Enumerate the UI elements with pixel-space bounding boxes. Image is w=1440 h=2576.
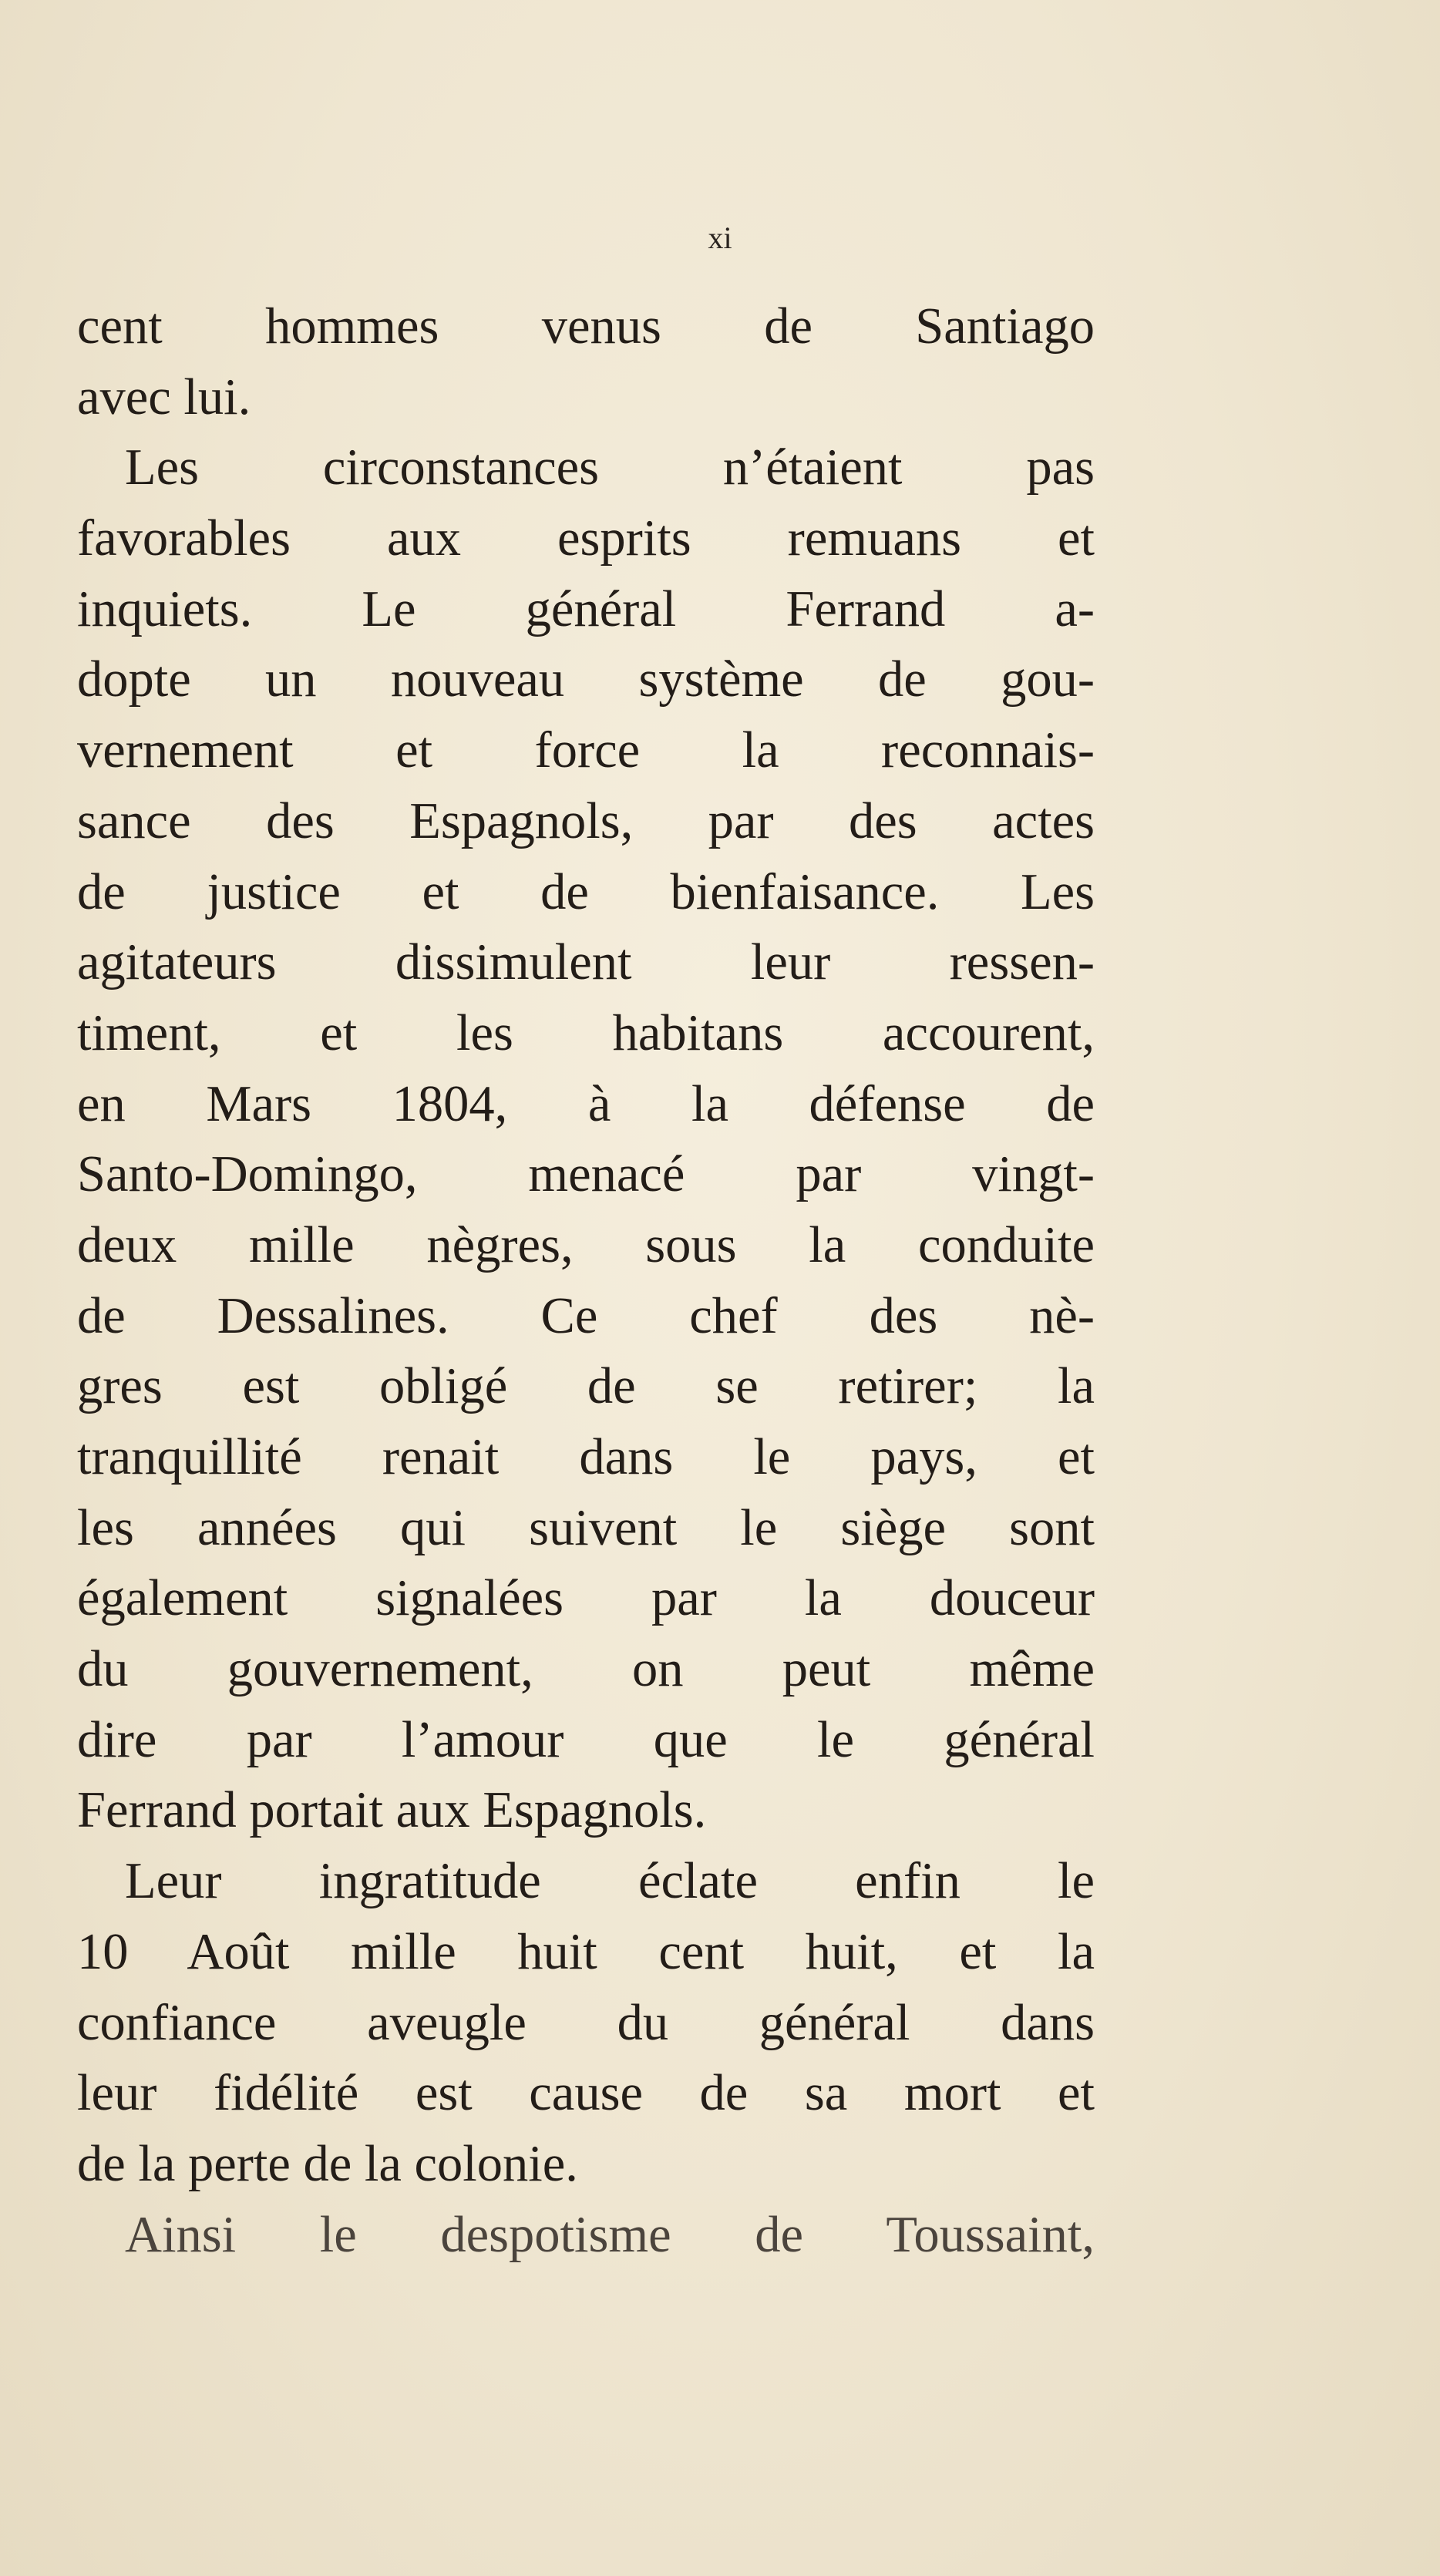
- text-line: leur fidélité est cause de sa mort et: [77, 2065, 1095, 2122]
- text-line: dopte un nouveau système de gou-: [77, 651, 1095, 708]
- text-line: Santo-Domingo, menacé par vingt-: [77, 1146, 1095, 1203]
- text-line: agitateurs dissimulent leur ressen-: [77, 934, 1095, 991]
- text-line: du gouvernement, on peut même: [77, 1641, 1095, 1698]
- text-line: vernement et force la reconnais-: [77, 722, 1095, 779]
- text-line: Ainsi le despotisme de Toussaint,: [125, 2206, 1095, 2263]
- text-line: confiance aveugle du général dans: [77, 1994, 1095, 2051]
- text-line: 10 Août mille huit cent huit, et la: [77, 1923, 1095, 1980]
- text-line: favorables aux esprits remuans et: [77, 510, 1095, 567]
- text-line: gres est obligé de se retirer; la: [77, 1358, 1095, 1415]
- text-line: tranquillité renait dans le pays, et: [77, 1429, 1095, 1485]
- text-line: de Dessalines. Ce chef des nè-: [77, 1287, 1095, 1344]
- text-line: cent hommes venus de Santiago: [77, 298, 1095, 355]
- text-line: les années qui suivent le siège sont: [77, 1499, 1095, 1556]
- text-line: de la perte de la colonie.: [77, 2135, 578, 2192]
- text-line: également signalées par la douceur: [77, 1570, 1095, 1627]
- text-line: dire par l’amour que le général: [77, 1711, 1095, 1768]
- text-line: en Mars 1804, à la défense de: [77, 1075, 1095, 1132]
- text-line: inquiets. Le général Ferrand a-: [77, 580, 1095, 637]
- text-line: Leur ingratitude éclate enfin le: [125, 1853, 1095, 1910]
- text-line: Les circonstances n’étaient pas: [125, 439, 1095, 496]
- text-line: deux mille nègres, sous la conduite: [77, 1216, 1095, 1273]
- text-line: timent, et les habitans accourent,: [77, 1004, 1095, 1061]
- text-line: sance des Espagnols, par des actes: [77, 792, 1095, 849]
- text-line: avec lui.: [77, 368, 251, 425]
- text-line: Ferrand portait aux Espagnols.: [77, 1782, 707, 1839]
- body-text: [77, 291, 1095, 2270]
- text-line: de justice et de bienfaisance. Les: [77, 863, 1095, 920]
- page-number: xi: [708, 220, 732, 255]
